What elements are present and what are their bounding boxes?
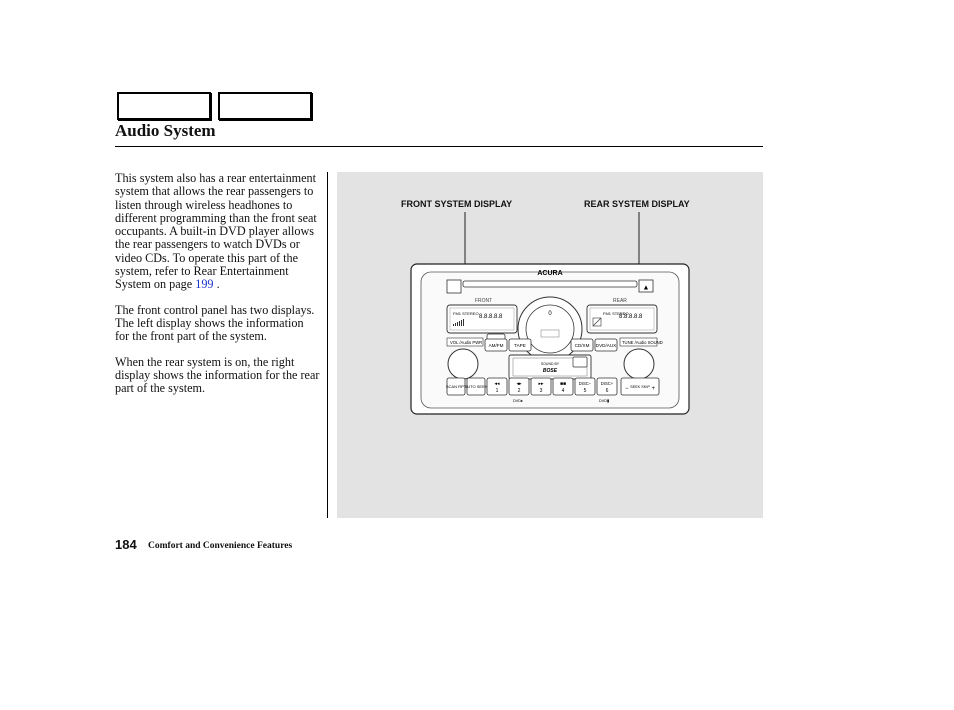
stop-icon: ■■ [559,381,567,387]
auto-seek-label: AUTO SEEK [464,384,488,389]
rewind-icon: ◂◂ [494,381,500,387]
preset-2-label: 2 [517,388,521,394]
play-icon: ◂▸ [516,381,522,387]
dvd-play-marker: DVD▸ [513,399,523,403]
paragraph-2: The front control panel has two displays. The left display shows the information for the front part of the system. [115,302,315,344]
nav-tab-box-1[interactable] [117,92,211,120]
tape-eject-button[interactable] [573,357,587,367]
disc-minus-label: DISC− [578,381,592,386]
scan-rpt-label: SCAN RPT [445,384,467,389]
page-number: 184 [115,537,137,552]
title-rule [115,146,763,147]
left-eject-button[interactable] [447,280,461,293]
front-label: FRONT [475,298,493,304]
rear-system-display-callout: REAR SYSTEM DISPLAY [584,199,690,209]
rear-display-band: FM1 STEREO [603,311,629,316]
sound-by-label: SOUND BY [540,362,560,366]
page-title: Audio System [115,121,216,140]
dvd-stop-marker: DVD▮ [599,399,610,403]
rear-label: REAR [613,298,627,304]
body-text [115,172,320,407]
front-display-digits: 8.8.8.8.8 [479,314,503,320]
fast-forward-icon: ▸▸ [538,381,544,387]
column-divider [327,172,328,518]
preset-4-label: 4 [561,388,565,394]
nav-tab-box-2[interactable] [218,92,312,120]
volume-knob[interactable] [448,349,478,379]
tune-label: TUNE /Audio SOUND [622,340,663,345]
paragraph-1 [115,172,320,292]
section-name: Comfort and Convenience Features [148,541,293,551]
preset-1-label: 1 [495,388,499,394]
front-display-band: FM1 STEREO [453,311,479,316]
paragraph-1-text: This system also has a rear entertainment system that allows the rear passengers to listen through wireless headhones to different programming than the front seat occupants. A built-in DVD player allows the rear passengers to watch DVDs or video CDs. To operate this part of the system, refer to Rear Entertainment System on page [115,171,317,292]
plus-label: + [651,386,655,392]
am-fm-label: AM/FM [488,343,504,348]
page-link-199[interactable]: 199 [195,277,214,292]
bose-logo: BOSE [542,368,558,374]
audio-unit-drawing [337,172,763,518]
vol-label: VOL /Audio PWR [450,340,483,345]
preset-6-label: 6 [605,388,609,394]
preset-3-label: 3 [539,388,543,394]
tune-knob[interactable] [624,349,654,379]
paragraph-3: When the rear system is on, the right display shows the information for the rear part of the system. [115,354,320,396]
tape-label: TAPE [514,343,526,348]
brand-label: ACURA [537,270,563,277]
minus-label: − [625,386,629,392]
preset-5-label: 5 [583,388,587,394]
front-system-display-callout: FRONT SYSTEM DISPLAY [401,199,513,209]
paragraph-1-end: . [213,277,220,292]
rear-display-digits: 8.8.8.8.8 [619,314,643,320]
disc-slot [463,281,637,287]
audio-unit-figure [337,172,763,518]
seek-skip-label: SEEK SKIP [630,385,650,389]
cd-xm-label: CD/XM [574,343,590,348]
dvd-aux-label: DVD/AUX [595,343,617,348]
eject-icon: ▲ [642,284,650,292]
disc-plus-label: DISC+ [600,381,614,386]
center-knob-mark: 0 [548,311,552,317]
